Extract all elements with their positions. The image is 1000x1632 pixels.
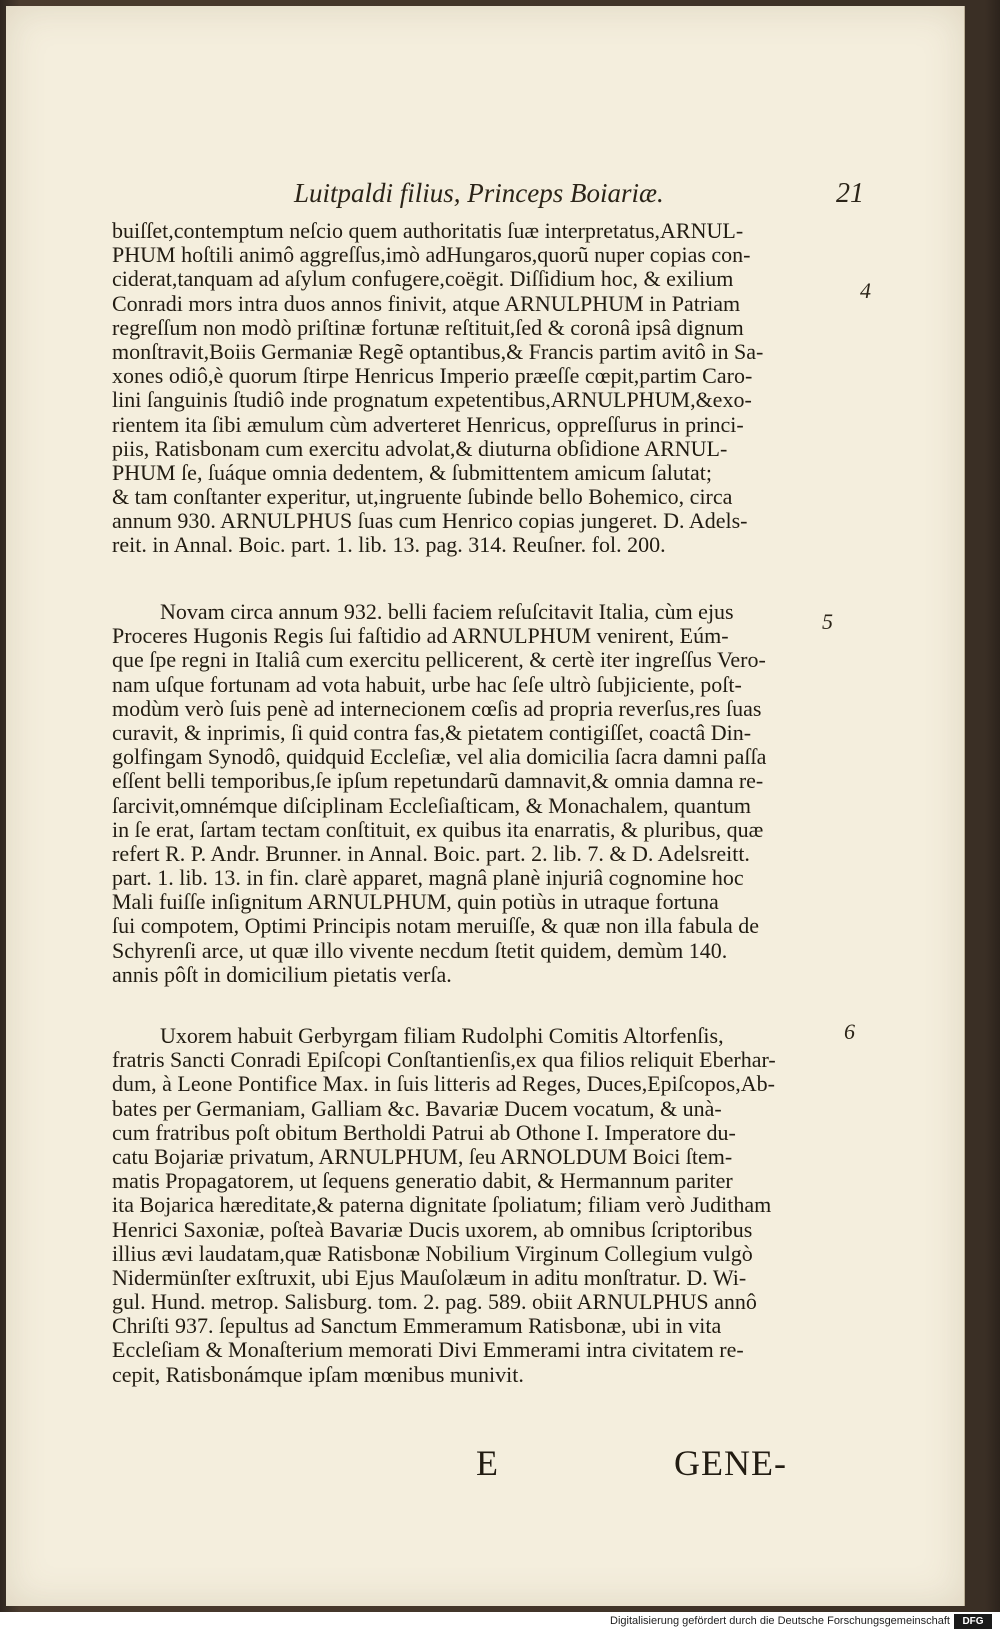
text-line: refert R. P. Andr. Brunner. in Annal. Boic. part. 2. lib. 7. & D. Adelsreitt. [112,840,750,866]
text-line: que ſpe regni in Italiâ cum exercitu pellicerent, & certè iter ingreſſus Vero- [112,647,766,673]
text-line: Henrici Saxoniæ, poſteà Bavariæ Ducis uxorem, ab omnibus ſcriptoribus [112,1216,753,1242]
text-line: Conradi mors intra duos annos finivit, atque ARNULPHUM in Patriam [112,290,741,316]
paragraph-3 [112,1024,802,1387]
text-line: piis, Ratisbonam cum exercitu advolat,& diuturna obſidione ARNUL- [112,435,728,461]
text-line: PHUM ſe, ſuáque omnia dedentem, & ſubmittentem amicum ſalutat; [112,459,712,485]
text-line: gul. Hund. metrop. Salisburg. tom. 2. pag. 589. obiit ARNULPHUS annô [112,1289,757,1315]
text-line: Chriſti 937. ſepultus ad Sanctum Emmeramum Ratisbonæ, ubi in vita [112,1313,722,1339]
text-line: rientem ita ſibi æmulum cùm adverteret Henricus, oppreſſurus in princi- [112,411,744,437]
margin-note: 6 [844,1019,855,1044]
paragraph-1 [112,219,802,558]
credit-bar [0,1612,1000,1632]
text-line: xones odiô,è quorum ſtirpe Henricus Imperio præeſſe cœpit,partim Caro- [112,363,753,389]
text-line: modùm verò ſuis penè ad internecionem cœſis ad propria reverſus,res ſuas [112,695,762,721]
text-line: bates per Germaniam, Galliam &c. Bavariæ Ducem vocatum, & unà- [112,1095,722,1121]
dfg-logo: DFG [954,1614,992,1629]
signature-mark: E [476,1443,498,1483]
text-line: Novam circa annum 932. belli faciem reſuſcitavit Italia, cùm ejus [160,599,734,624]
paragraph-2 [112,600,802,987]
text-line: regreſſum non modò priſtinæ fortunæ reſtituit,ſed & coronâ ipsâ dignum [112,314,744,340]
margin-note: 5 [822,609,833,634]
text-line: Uxorem habuit Gerbyrgam filiam Rudolphi Comitis Altorfenſis, [160,1023,724,1048]
text-line: ita Bojarica hæreditate,& paterna dignitate ſpoliatum; filiam verò Juditham [112,1192,772,1218]
text-line: nam uſque fortunam ad vota habuit, urbe hac ſeſe ultrò ſubjiciente, poſt- [112,671,742,697]
text-line: annis pôſt in domicilium pietatis verſa. [112,961,452,987]
running-head [6,178,964,212]
text-line: monſtravit,Boiis Germaniæ Regẽ optantibus,& Francis partim avitô in Sa- [112,338,764,364]
text-line: part. 1. lib. 13. in fin. clarè apparet, magnâ planè injuriâ cognomine hoc [112,865,744,891]
text-line: ſui compotem, Optimi Principis notam meruiſſe, & quæ non illa fabula de [112,913,760,939]
text-line: eſſent belli temporibus,ſe ipſum repetundarũ damnavit,& omnia damna re- [112,768,764,794]
text-line: cepit, Ratisbonámque ipſam mœnibus munivit. [112,1361,524,1387]
margin-note: 4 [860,278,871,303]
text-line: illius ævi laudatam,quæ Ratisbonæ Nobilium Virginum Collegium vulgò [112,1240,753,1266]
text-line: golfingam Synodô, quidquid Eccleſiæ, vel alia domicilia ſacra damni paſſa [112,744,767,770]
text-line: matis Propagatorem, ut ſequens generatio dabit, & Hermannum pariter [112,1168,733,1194]
text-line: annum 930. ARNULPHUS ſuas cum Henrico copias jungeret. D. Adels- [112,508,748,534]
text-line: lini ſanguinis ſtudiô inde prognatum expetentibus,ARNULPHUM,&exo- [112,387,752,413]
text-line: catu Bojariæ privatum, ARNULPHUM, ſeu ARNOLDUM Boici ſtem- [112,1143,733,1169]
text-line: Eccleſiam & Monaſterium memorati Divi Emmerami intra civitatem re- [112,1337,744,1363]
book-page [6,6,965,1606]
text-line: Proceres Hugonis Regis ſui faſtidio ad ARNULPHUM venirent, Eúm- [112,623,729,649]
text-line: fratris Sancti Conradi Epiſcopi Conſtantienſis,ex qua filios reliquit Eberhar- [112,1047,776,1073]
catchword: GENE- [674,1443,787,1483]
text-line: dum, à Leone Pontifice Max. in ſuis litteris ad Reges, Duces,Epiſcopos,Ab- [112,1071,775,1097]
text-line: reit. in Annal. Boic. part. 1. lib. 13. pag. 314. Reuſner. fol. 200. [112,532,666,558]
text-line: & tam conſtanter experitur, ut,ingruente ſubinde bello Bohemico, circa [112,484,733,510]
text-line: PHUM hoſtili animô aggreſſus,imò adHungaros,quorũ nuper copias con- [112,242,751,268]
text-line: buiſſet,contemptum neſcio quem authoritatis ſuæ interpretatus,ARNUL- [112,218,744,243]
text-line: Mali fuiſſe inſignitum ARNULPHUM, quin potiùs in utraque fortuna [112,889,719,915]
running-head-title: Luitpaldi filius, Princeps Boiariæ. [294,178,664,208]
text-line: in ſe erat, ſartam tectam conſtituit, ex quibus ita enarratis, & pluribus, quæ [112,816,764,842]
credit-text: Digitalisierung gefördert durch die Deutsche Forschungsgemeinschaft [610,1615,950,1627]
text-line: cum fratribus poſt obitum Bertholdi Patrui ab Othone I. Imperatore du- [112,1119,736,1145]
page-number: 21 [836,178,864,209]
text-line: ciderat,tanquam ad aſylum confugere,coëgit. Diſſidium hoc, & exilium [112,266,734,292]
text-line: Schyrenſi arce, ut quæ illo vivente necdum ſtetit quidem, demùm 140. [112,937,728,963]
text-line: Nidermünſter exſtruxit, ubi Ejus Mauſolæum in aditu monſtratur. D. Wi- [112,1264,747,1290]
text-line: ſarcivit,omnémque diſciplinam Eccleſiaſticam, & Monachalem, quantum [112,792,752,818]
text-line: curavit, & inprimis, ſi quid contra fas,& pietatem contigiſſet, coactâ Din- [112,719,752,745]
